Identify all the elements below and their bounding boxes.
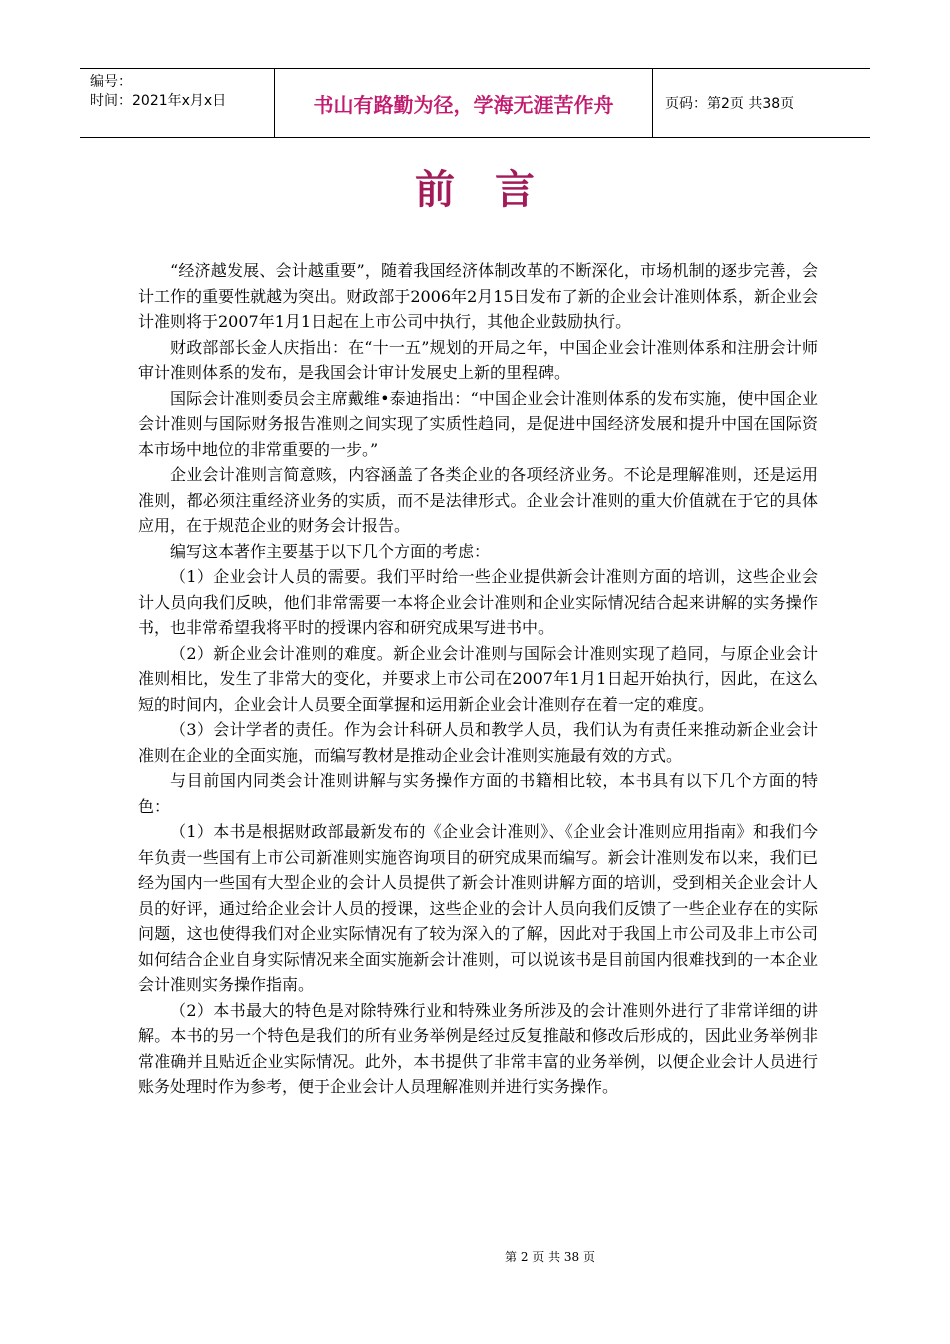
paragraph: （3）会计学者的责任。作为会计科研人员和教学人员，我们认为有责任来推动新企业会计准则在企业的全面实施，而编写教材是推动企业会计准则实施最有效的方式。	[138, 720, 818, 765]
paragraph: 财政部部长金人庆指出：在“十一五”规划的开局之年，中国企业会计准则体系和注册会计师审计准则体系的发布，是我国会计审计发展史上新的里程碑。	[138, 337, 818, 382]
document-number-label: 编号：	[90, 74, 132, 90]
document-time-label: 时间：2021年x月x日	[90, 93, 227, 109]
paragraph: 企业会计准则言简意赅，内容涵盖了各类企业的各项经济业务。不论是理解准则，还是运用准则，都必须注重经济业务的实质，而不是法律形式。企业会计准则的重大价值就在于它的具体应用，在于规范企业的财务会计报告。	[138, 465, 818, 535]
paragraph: 编写这本著作主要基于以下几个方面的考虑：	[170, 541, 491, 561]
document-body	[138, 258, 818, 1100]
header-motto: 书山有路勤为径，学海无涯苦作舟	[275, 69, 653, 137]
header-meta	[80, 69, 275, 137]
paragraph: （2）新企业会计准则的难度。新企业会计准则与国际会计准则实现了趋同，与原企业会计准则相比，发生了非常大的变化，并要求上市公司在2007年1月1日起开始执行，因此，在这么短的时间内，企业会计人员要全面掌握和运用新企业会计准则存在着一定的难度。	[138, 643, 818, 714]
paragraph: 国际会计准则委员会主席戴维•泰迪指出：“中国企业会计准则体系的发布实施，使中国企业会计准则与国际财务报告准则之间实现了实质性趋同，是促进中国经济发展和提升中国在国际资本市场中地位的非常重要的一步。”	[138, 388, 818, 459]
paragraph: 与目前国内同类会计准则讲解与实务操作方面的书籍相比较，本书具有以下几个方面的特色：	[138, 771, 818, 816]
paragraph: （1）企业会计人员的需要。我们平时给一些企业提供新会计准则方面的培训，这些企业会计人员向我们反映，他们非常需要一本将企业会计准则和企业实际情况结合起来讲解的实务操作书，也非常希望我将平时的授课内容和研究成果写进书中。	[138, 567, 818, 637]
paragraph: （2）本书最大的特色是对除特殊行业和特殊业务所涉及的会计准则外进行了非常详细的讲解。本书的另一个特色是我们的所有业务举例是经过反复推敲和修改后形成的，因此业务举例非常准确并且贴近企业实际情况。此外，本书提供了非常丰富的业务举例，以便企业会计人员进行账务处理时作为参考，便于企业会计人员理解准则并进行实务操作。	[138, 1000, 818, 1096]
page-title: 前言	[415, 167, 575, 213]
paragraph: （1）本书是根据财政部最新发布的《企业会计准则》、《企业会计准则应用指南》和我们今年负责一些国有上市公司新准则实施咨询项目的研究成果而编写。新会计准则发布以来，我们已经为国内一些国有大型企业的会计人员提供了新会计准则讲解方面的培训，受到相关企业会计人员的好评，通过给企业会计人员的授课，这些企业的会计人员向我们反馈了一些企业存在的实际问题，这也使得我们对企业实际情况有了较为深入的了解，因此对于我国上市公司及非上市公司如何结合企业自身实际情况来全面实施新会计准则，可以说该书是目前国内很难找到的一本企业会计准则实务操作指南。	[138, 822, 818, 994]
page-header	[80, 68, 870, 138]
header-page-label: 页码：第2页 共38页	[665, 96, 795, 112]
paragraph: “经济越发展、会计越重要”，随着我国经济体制改革的不断深化，市场机制的逐步完善，会计工作的重要性就越为突出。财政部于2006年2月15日发布了新的企业会计准则体系，新企业会计准则将于2007年1月1日起在上市公司中执行，其他企业鼓励执行。	[138, 261, 818, 331]
page-footer: 第 2 页 共 38 页	[505, 1250, 595, 1264]
